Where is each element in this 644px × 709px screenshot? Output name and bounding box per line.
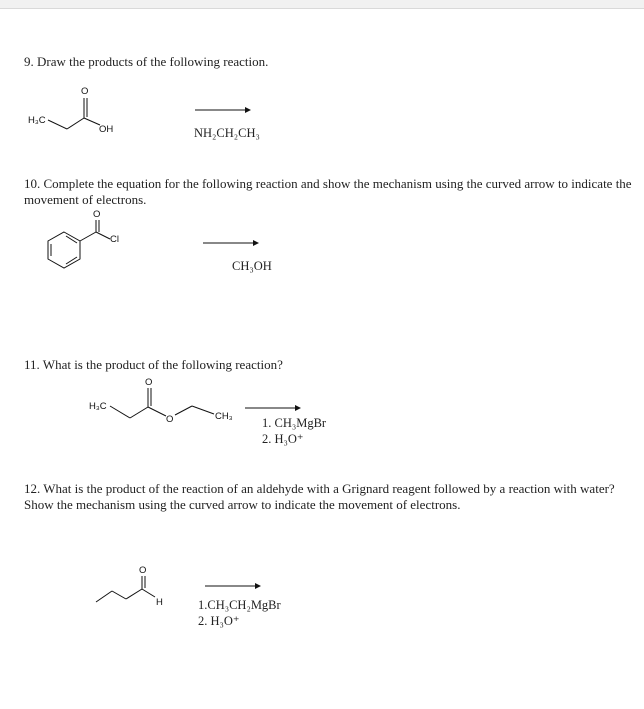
top-bar [0,0,644,9]
question-11-number: 11. [24,357,40,372]
question-9-text: Draw the products of the following reaction. [37,54,269,69]
reaction-arrow-11 [245,402,303,414]
question-11 [24,357,624,373]
chloride-label: Cl [110,234,119,245]
question-12-number: 12. [24,481,41,496]
question-12 [24,481,639,513]
reagent-11-step-1: 1. CH₃MgBr [262,416,327,430]
hydroxyl-label: OH [99,124,114,135]
ch3-right-label: CH₃ [215,411,233,422]
reaction-arrow-12 [205,580,263,592]
ester-o-label: O [166,414,174,425]
question-10-text: Complete the equation for the following reaction and show the mechanism using the curved arrow to indicate the movement of electrons. [24,176,632,207]
aldehyde-structure [92,560,182,610]
reagent-12-step-2: 2. H₃O⁺ [198,614,240,628]
carbonyl-o-label: O [139,565,147,576]
reagent-10: CH₃OH [232,259,272,273]
reagent-9: NH₂CH₂CH₃ [194,126,260,140]
ch3-label: H₃C [28,115,46,126]
reaction-arrow-9 [195,104,253,116]
question-11-text: What is the product of the following reaction? [42,357,283,372]
question-9-number: 9. [24,54,34,69]
reagent-11-step-2: 2. H₃O⁺ [262,432,304,446]
reagent-12-step-1: 1.CH₃CH₂MgBr [198,598,281,612]
carbonyl-o-label: O [81,86,89,97]
aldehyde-h-label: H [156,597,163,608]
question-9 [24,54,624,70]
question-10-number: 10. [24,176,41,191]
question-12-text: What is the product of the reaction of an aldehyde with a Grignard reagent followed by a reaction with water? Show the mechanism using the curved arrow to indicate the movement of electrons. [24,481,615,512]
ch3-left-label: H₃C [89,401,107,412]
benzoyl-chloride-structure [44,204,134,274]
reaction-arrow-10 [203,237,261,249]
ester-structure [86,372,246,432]
carbonyl-o-label: O [93,209,101,220]
carboxylic-acid-structure [24,80,134,140]
carbonyl-o-label: O [145,377,153,388]
